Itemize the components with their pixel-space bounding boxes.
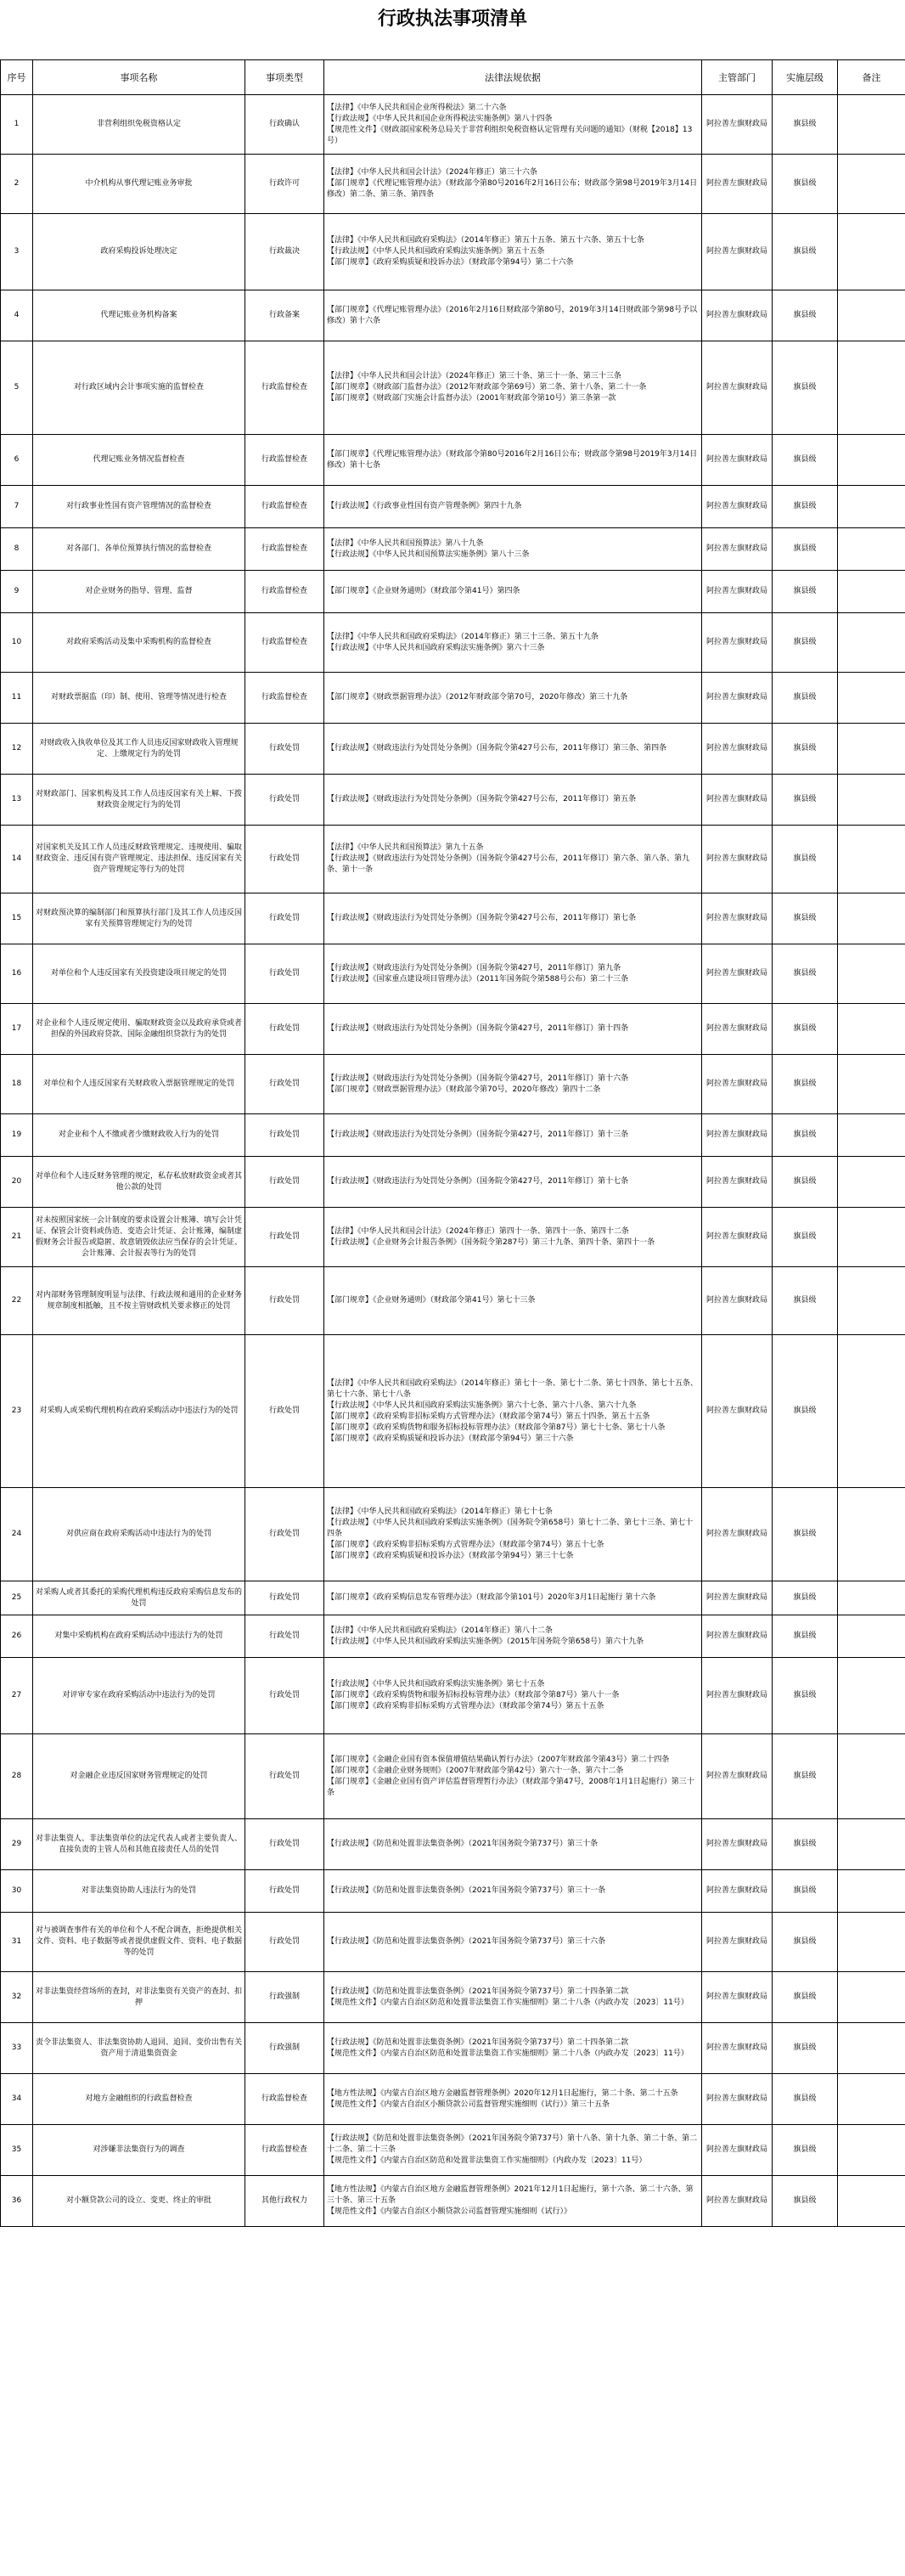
cell-type: 行政确认 [245, 95, 324, 155]
cell-type: 行政监督检查 [245, 673, 324, 724]
cell-no: 21 [1, 1208, 33, 1267]
cell-dept: 阿拉善左旗财政局 [702, 2176, 773, 2227]
cell-basis: 【法律】《中华人民共和国会计法》（2024年修正）第四十一条、第四十一条、第四十二条 【行政法规】《企业财务会计报告条例》（国务院令第287号）第三十九条、第四十条、第四十一条 [324, 1208, 702, 1267]
cell-dept: 阿拉善左旗财政局 [702, 2074, 773, 2125]
cell-remark [838, 1658, 905, 1734]
cell-no: 34 [1, 2074, 33, 2125]
cell-name: 对涉嫌非法集资行为的调查 [33, 2125, 245, 2176]
cell-dept: 阿拉善左旗财政局 [702, 2023, 773, 2074]
cell-remark [838, 1488, 905, 1581]
cell-type: 行政处罚 [245, 1913, 324, 1972]
cell-remark [838, 1157, 905, 1208]
cell-type: 行政处罚 [245, 1114, 324, 1157]
cell-remark [838, 341, 905, 435]
cell-name: 对未按照国家统一会计制度的要求设置会计账簿、填写会计凭证、保管会计资料或伪造、变造会计凭证、会计账簿，编制虚假财务会计报告或隐匿、故意销毁依法应当保存的会计凭证、会计账簿、会计报表等行为的处罚 [33, 1208, 245, 1267]
cell-dept: 阿拉善左旗财政局 [702, 1208, 773, 1267]
cell-remark [838, 826, 905, 893]
cell-name: 对采购人或者其委托的采购代理机构违反政府采购信息发布的处罚 [33, 1581, 245, 1615]
cell-basis: 【行政法规】《财政违法行为处罚处分条例》（国务院令第427号，2011年修订）第九条 【行政法规】《国家重点建设项目管理办法》（2011年国务院令第588号公布）第二十三条 [324, 944, 702, 1004]
table-row [1, 214, 905, 290]
table-row [1, 1658, 905, 1734]
cell-basis: 【行政法规】《财政违法行为处罚处分条例》（国务院令第427号，2011年修订）第十六条 【部门规章】《财政票据管理办法》（财政部令第70号，2020年修改）第四十二条 [324, 1055, 702, 1114]
cell-no: 27 [1, 1658, 33, 1734]
cell-dept: 阿拉善左旗财政局 [702, 893, 773, 944]
cell-no: 1 [1, 95, 33, 155]
cell-remark [838, 2074, 905, 2125]
cell-no: 11 [1, 673, 33, 724]
cell-name: 对评审专家在政府采购活动中违法行为的处罚 [33, 1658, 245, 1734]
table-row [1, 1488, 905, 1581]
cell-basis: 【法律】《中华人民共和国政府采购法》（2014年修正）第八十二条 【行政法规】《中华人民共和国政府采购法实施条例》（2015年国务院令第658号）第六十九条 [324, 1615, 702, 1658]
cell-no: 2 [1, 155, 33, 214]
cell-level: 旗县级 [773, 1734, 838, 1819]
cell-remark [838, 290, 905, 341]
cell-remark [838, 1004, 905, 1055]
cell-level: 旗县级 [773, 944, 838, 1004]
cell-name: 对采购人或采购代理机构在政府采购活动中违法行为的处罚 [33, 1335, 245, 1488]
table-row [1, 775, 905, 826]
cell-no: 3 [1, 214, 33, 290]
cell-type: 行政备案 [245, 290, 324, 341]
cell-dept: 阿拉善左旗财政局 [702, 1658, 773, 1734]
cell-level: 旗县级 [773, 1004, 838, 1055]
cell-dept: 阿拉善左旗财政局 [702, 613, 773, 673]
cell-name: 对企业和个人违反规定使用、骗取财政资金以及政府承贷或者担保的外国政府贷款、国际金融组织贷款行为的处罚 [33, 1004, 245, 1055]
cell-type: 行政处罚 [245, 893, 324, 944]
cell-dept: 阿拉善左旗财政局 [702, 1335, 773, 1488]
cell-remark [838, 1335, 905, 1488]
cell-level: 旗县级 [773, 1581, 838, 1615]
cell-dept: 阿拉善左旗财政局 [702, 155, 773, 214]
cell-level: 旗县级 [773, 214, 838, 290]
cell-level: 旗县级 [773, 775, 838, 826]
cell-remark [838, 2125, 905, 2176]
cell-dept: 阿拉善左旗财政局 [702, 1870, 773, 1913]
cell-level: 旗县级 [773, 528, 838, 571]
cell-level: 旗县级 [773, 1208, 838, 1267]
cell-remark [838, 1267, 905, 1335]
cell-type: 行政处罚 [245, 944, 324, 1004]
cell-level: 旗县级 [773, 826, 838, 893]
cell-type: 行政监督检查 [245, 613, 324, 673]
cell-name: 对非法集资人、非法集资单位的法定代表人或者主要负责人、直接负责的主管人员和其他直接责任人员的处罚 [33, 1819, 245, 1870]
cell-no: 8 [1, 528, 33, 571]
table-row [1, 944, 905, 1004]
cell-dept: 阿拉善左旗财政局 [702, 1819, 773, 1870]
cell-dept: 阿拉善左旗财政局 [702, 290, 773, 341]
cell-name: 责令非法集资人、非法集资协助人退回、追回、变价出售有关资产用于清退集资资金 [33, 2023, 245, 2074]
cell-type: 行政处罚 [245, 1658, 324, 1734]
cell-level: 旗县级 [773, 893, 838, 944]
cell-level: 旗县级 [773, 1972, 838, 2023]
cell-basis: 【法律】《中华人民共和国政府采购法》（2014年修正）第七十一条、第七十二条、第七十四条、第七十五条、第七十六条、第七十八条 【行政法规】《中华人民共和国政府采购法实施条例》第六十七条、第六十八条、第六十九条 【部门规章】《政府采购非招标采购方式管理办法》（财政部令第74号）第五十四条、第五十五条 【部门规章】《政府采购货物和服务招标投标管理办法》（财政部令第87号）第七十七条、第七十八条 【部门规章】《政府采购质疑和投诉办法》（财政部令第94号）第三十六条 [324, 1335, 702, 1488]
cell-type: 行政处罚 [245, 1055, 324, 1114]
cell-type: 行政处罚 [245, 1267, 324, 1335]
cell-level: 旗县级 [773, 2074, 838, 2125]
cell-level: 旗县级 [773, 1157, 838, 1208]
cell-type: 行政处罚 [245, 1870, 324, 1913]
cell-remark [838, 944, 905, 1004]
cell-name: 代理记账业务机构备案 [33, 290, 245, 341]
cell-no: 32 [1, 1972, 33, 2023]
cell-dept: 阿拉善左旗财政局 [702, 1581, 773, 1615]
cell-no: 29 [1, 1819, 33, 1870]
cell-no: 13 [1, 775, 33, 826]
cell-remark [838, 1734, 905, 1819]
cell-type: 行政监督检查 [245, 528, 324, 571]
cell-basis: 【法律】《中华人民共和国预算法》第九十五条 【行政法规】《财政违法行为处罚处分条例》（国务院令第427号公布，2011年修订）第六条、第八条、第九条、第十一条 [324, 826, 702, 893]
cell-level: 旗县级 [773, 1819, 838, 1870]
cell-basis: 【部门规章】《代理记账管理办法》（2016年2月16日财政部令第80号，2019年3月14日财政部令第98号予以修改）第十六条 [324, 290, 702, 341]
cell-remark [838, 724, 905, 775]
table-row [1, 1581, 905, 1615]
table-row [1, 155, 905, 214]
cell-remark [838, 893, 905, 944]
cell-basis: 【行政法规】《财政违法行为处罚处分条例》（国务院令第427号，2011年修订）第十四条 [324, 1004, 702, 1055]
cell-level: 旗县级 [773, 1335, 838, 1488]
cell-no: 31 [1, 1913, 33, 1972]
cell-name: 对财政票据监（印）制、使用、管理等情况进行检查 [33, 673, 245, 724]
cell-type: 行政处罚 [245, 1581, 324, 1615]
table-row [1, 1055, 905, 1114]
cell-level: 旗县级 [773, 341, 838, 435]
cell-name: 对企业和个人不缴或者少缴财政收入行为的处罚 [33, 1114, 245, 1157]
cell-type: 行政裁决 [245, 214, 324, 290]
table-row [1, 1972, 905, 2023]
cell-dept: 阿拉善左旗财政局 [702, 341, 773, 435]
cell-basis: 【地方性法规】《内蒙古自治区地方金融监督管理条例》2021年12月1日起施行，第十六条、第二十六条、第三十条、第三十五条 【规范性文件】《内蒙古自治区小额贷款公司监督管理实施细则（试行）》 [324, 2176, 702, 2227]
cell-basis: 【行政法规】《防范和处置非法集资条例》（2021年国务院令第737号）第二十四条第二款 【规范性文件】《内蒙古自治区防范和处置非法集资工作实施细则》第二十八条（内政办发〔2023〕11号） [324, 1972, 702, 2023]
header-dept: 主管部门 [702, 60, 773, 95]
cell-no: 30 [1, 1870, 33, 1913]
cell-remark [838, 613, 905, 673]
cell-basis: 【行政法规】《防范和处置非法集资条例》（2021年国务院令第737号）第二十四条第二款 【规范性文件】《内蒙古自治区防范和处置非法集资工作实施细则》第二十八条（内政办发〔2023〕11号） [324, 2023, 702, 2074]
cell-name: 对与被调查事件有关的单位和个人不配合调查，拒绝提供相关文件、资料、电子数据等或者提供虚假文件、资料、电子数据等的处罚 [33, 1913, 245, 1972]
header-level: 实施层级 [773, 60, 838, 95]
cell-type: 行政强制 [245, 2023, 324, 2074]
cell-type: 行政监督检查 [245, 571, 324, 613]
cell-name: 对国家机关及其工作人员违反财政管理规定、违规使用、骗取财政资金、违反国有资产管理规定、违法担保、违反国家有关资产管理规定等行为的处罚 [33, 826, 245, 893]
cell-level: 旗县级 [773, 1055, 838, 1114]
cell-remark [838, 528, 905, 571]
enforcement-table [0, 59, 905, 2227]
cell-remark [838, 571, 905, 613]
cell-level: 旗县级 [773, 1658, 838, 1734]
cell-name: 对非法集资协助人违法行为的处罚 [33, 1870, 245, 1913]
cell-dept: 阿拉善左旗财政局 [702, 826, 773, 893]
cell-name: 政府采购投诉处理决定 [33, 214, 245, 290]
cell-basis: 【部门规章】《金融企业国有资本保值增值结果确认暂行办法》（2007年财政部令第43号）第二十四条 【部门规章】《金融企业财务规则》（2007年财政部令第42号）第六十一条、第六十二条 【部门规章】《金融企业国有资产评估监督管理暂行办法》（财政部令第47号，2008年1月1日起施行）第三十条 [324, 1734, 702, 1819]
cell-name: 对地方金融组织的行政监督检查 [33, 2074, 245, 2125]
cell-type: 行政处罚 [245, 1004, 324, 1055]
cell-type: 行政处罚 [245, 1488, 324, 1581]
cell-dept: 阿拉善左旗财政局 [702, 1913, 773, 1972]
cell-no: 17 [1, 1004, 33, 1055]
table-row [1, 1335, 905, 1488]
cell-name: 对财政部门、国家机构及其工作人员违反国家有关上解、下拨财政资金规定行为的处罚 [33, 775, 245, 826]
cell-type: 行政处罚 [245, 1208, 324, 1267]
cell-type: 行政监督检查 [245, 2125, 324, 2176]
cell-type: 行政监督检查 [245, 2074, 324, 2125]
cell-dept: 阿拉善左旗财政局 [702, 571, 773, 613]
cell-type: 行政处罚 [245, 1335, 324, 1488]
cell-remark [838, 435, 905, 486]
cell-no: 26 [1, 1615, 33, 1658]
cell-no: 15 [1, 893, 33, 944]
cell-basis: 【部门规章】《财政票据管理办法》（2012年财政部令第70号，2020年修改）第三十九条 [324, 673, 702, 724]
table-row [1, 2125, 905, 2176]
cell-basis: 【行政法规】《财政违法行为处罚处分条例》（国务院令第427号，2011年修订）第十七条 [324, 1157, 702, 1208]
table-row [1, 2023, 905, 2074]
cell-basis: 【行政法规】《防范和处置非法集资条例》（2021年国务院令第737号）第三十六条 [324, 1913, 702, 1972]
cell-level: 旗县级 [773, 673, 838, 724]
cell-type: 行政许可 [245, 155, 324, 214]
header-no: 序号 [1, 60, 33, 95]
cell-no: 24 [1, 1488, 33, 1581]
cell-remark [838, 1972, 905, 2023]
table-row [1, 1157, 905, 1208]
cell-name: 中介机构从事代理记账业务审批 [33, 155, 245, 214]
cell-name: 对小额贷款公司的设立、变更、终止的审批 [33, 2176, 245, 2227]
cell-no: 7 [1, 486, 33, 528]
cell-remark [838, 673, 905, 724]
cell-name: 对财政收入执收单位及其工作人员违反国家财政收入管理规定、上缴规定行为的处罚 [33, 724, 245, 775]
cell-basis: 【行政法规】《财政违法行为处罚处分条例》（国务院令第427号公布，2011年修订）第七条 [324, 893, 702, 944]
cell-basis: 【地方性法规】《内蒙古自治区地方金融监督管理条例》2020年12月1日起施行，第二十条、第二十五条 【规范性文件】《内蒙古自治区小额贷款公司监督管理实施细则（试行）》第三十五条 [324, 2074, 702, 2125]
cell-level: 旗县级 [773, 1114, 838, 1157]
table-row [1, 724, 905, 775]
cell-type: 行政监督检查 [245, 486, 324, 528]
table-row [1, 673, 905, 724]
cell-name: 非营利组织免税资格认定 [33, 95, 245, 155]
cell-no: 10 [1, 613, 33, 673]
cell-basis: 【行政法规】《中华人民共和国政府采购法实施条例》第七十五条 【部门规章】《政府采购货物和服务招标投标管理办法》（财政部令第87号）第八十一条 【部门规章】《政府采购非招标采购方式管理办法》（财政部令第74号）第五十五条 [324, 1658, 702, 1734]
cell-remark [838, 1581, 905, 1615]
header-remark: 备注 [838, 60, 905, 95]
cell-type: 行政处罚 [245, 826, 324, 893]
cell-level: 旗县级 [773, 2176, 838, 2227]
cell-no: 14 [1, 826, 33, 893]
table-header-row [1, 60, 905, 95]
table-row [1, 1114, 905, 1157]
cell-level: 旗县级 [773, 613, 838, 673]
cell-remark [838, 95, 905, 155]
cell-name: 对财政预决算的编制部门和预算执行部门及其工作人员违反国家有关预算管理规定行为的处罚 [33, 893, 245, 944]
cell-basis: 【行政法规】《防范和处置非法集资条例》（2021年国务院令第737号）第十八条、第十九条、第二十条、第二十二条、第二十三条 【规范性文件】《内蒙古自治区防范和处置非法集资工作实施细则》（内政办发〔2023〕11号） [324, 2125, 702, 2176]
cell-basis: 【行政法规】《财政违法行为处罚处分条例》（国务院令第427号公布，2011年修订）第三条、第四条 [324, 724, 702, 775]
cell-remark [838, 1615, 905, 1658]
table-row [1, 826, 905, 893]
cell-name: 对单位和个人违反国家有关财政收入票据管理规定的处罚 [33, 1055, 245, 1114]
table-row [1, 95, 905, 155]
cell-name: 对供应商在政府采购活动中违法行为的处罚 [33, 1488, 245, 1581]
table-row [1, 290, 905, 341]
cell-no: 19 [1, 1114, 33, 1157]
cell-dept: 阿拉善左旗财政局 [702, 486, 773, 528]
table-row [1, 1004, 905, 1055]
cell-basis: 【行政法规】《防范和处置非法集资条例》（2021年国务院令第737号）第三十条 [324, 1819, 702, 1870]
cell-dept: 阿拉善左旗财政局 [702, 724, 773, 775]
cell-remark [838, 1208, 905, 1267]
cell-basis: 【法律】《中华人民共和国政府采购法》（2014年修正）第七十七条 【行政法规】《中华人民共和国政府采购法实施条例》（国务院令第658号）第七十二条、第七十三条、第七十四条 【部门规章】《政府采购非招标采购方式管理办法》（财政部令第74号）第五十七条 【部门规章】《政府采购质疑和投诉办法》（财政部令第94号）第三十七条 [324, 1488, 702, 1581]
table-row [1, 893, 905, 944]
cell-dept: 阿拉善左旗财政局 [702, 1157, 773, 1208]
cell-level: 旗县级 [773, 95, 838, 155]
cell-basis: 【法律】《中华人民共和国企业所得税法》第二十六条 【行政法规】《中华人民共和国企业所得税法实施条例》第八十四条 【规范性文件】《财政部国家税务总局关于非营利组织免税资格认定管理有关问题的通知》（财税【2018】13号） [324, 95, 702, 155]
cell-name: 对集中采购机构在政府采购活动中违法行为的处罚 [33, 1615, 245, 1658]
cell-name: 对企业财务的指导、管理、监督 [33, 571, 245, 613]
table-row [1, 2176, 905, 2227]
table-row [1, 1913, 905, 1972]
cell-remark [838, 1870, 905, 1913]
cell-dept: 阿拉善左旗财政局 [702, 2125, 773, 2176]
table-row [1, 486, 905, 528]
cell-no: 25 [1, 1581, 33, 1615]
cell-type: 行政处罚 [245, 1615, 324, 1658]
cell-basis: 【行政法规】《行政事业性国有资产管理条例》第四十九条 [324, 486, 702, 528]
cell-basis: 【法律】《中华人民共和国政府采购法》（2014年修正）第五十五条、第五十六条、第五十七条 【行政法规】《中华人民共和国政府采购法实施条例》第五十五条 【部门规章】《政府采购质疑和投诉办法》（财政部令第94号）第二十六条 [324, 214, 702, 290]
cell-name: 对各部门、各单位预算执行情况的监督检查 [33, 528, 245, 571]
cell-no: 18 [1, 1055, 33, 1114]
table-row [1, 1615, 905, 1658]
cell-remark [838, 1913, 905, 1972]
cell-basis: 【行政法规】《财政违法行为处罚处分条例》（国务院令第427号公布，2011年修订）第五条 [324, 775, 702, 826]
cell-basis: 【法律】《中华人民共和国预算法》第八十九条 【行政法规】《中华人民共和国预算法实施条例》第八十三条 [324, 528, 702, 571]
header-basis: 法律法规依据 [324, 60, 702, 95]
cell-name: 对单位和个人违反国家有关投资建设项目规定的处罚 [33, 944, 245, 1004]
cell-basis: 【行政法规】《财政违法行为处罚处分条例》（国务院令第427号，2011年修订）第十三条 [324, 1114, 702, 1157]
cell-dept: 阿拉善左旗财政局 [702, 1114, 773, 1157]
cell-name: 对内部财务管理制度明显与法律、行政法规和通用的企业财务规章制度相抵触，且不按主管财政机关要求修正的处罚 [33, 1267, 245, 1335]
cell-dept: 阿拉善左旗财政局 [702, 435, 773, 486]
cell-no: 22 [1, 1267, 33, 1335]
cell-remark [838, 214, 905, 290]
cell-type: 行政监督检查 [245, 435, 324, 486]
cell-basis: 【法律】《中华人民共和国政府采购法》（2014年修正）第三十三条、第五十九条 【行政法规】《中华人民共和国政府采购法实施条例》第六十三条 [324, 613, 702, 673]
cell-no: 12 [1, 724, 33, 775]
cell-dept: 阿拉善左旗财政局 [702, 1488, 773, 1581]
cell-name: 代理记账业务情况监督检查 [33, 435, 245, 486]
cell-type: 行政处罚 [245, 775, 324, 826]
cell-name: 对行政事业性国有资产管理情况的监督检查 [33, 486, 245, 528]
cell-basis: 【法律】《中华人民共和国会计法》（2024年修正）第三十六条 【部门规章】《代理记账管理办法》（财政部令第80号2016年2月16日公布；财政部令第98号2019年3月14日修改）第二条、第三条、第四条 [324, 155, 702, 214]
cell-no: 20 [1, 1157, 33, 1208]
page-title: 行政执法事项清单 [377, 7, 527, 30]
cell-basis: 【部门规章】《代理记账管理办法》（财政部令第80号2016年2月16日公布；财政部令第98号2019年3月14日修改）第十七条 [324, 435, 702, 486]
cell-dept: 阿拉善左旗财政局 [702, 775, 773, 826]
cell-basis: 【部门规章】《企业财务通则》（财政部令第41号）第四条 [324, 571, 702, 613]
cell-level: 旗县级 [773, 435, 838, 486]
cell-remark [838, 1114, 905, 1157]
table-row [1, 528, 905, 571]
cell-name: 对非法集资经营场所的查封，对非法集资有关资产的查封、扣押 [33, 1972, 245, 2023]
cell-name: 对政府采购活动及集中采购机构的监督检查 [33, 613, 245, 673]
table-row [1, 2074, 905, 2125]
cell-no: 4 [1, 290, 33, 341]
cell-no: 36 [1, 2176, 33, 2227]
cell-level: 旗县级 [773, 1913, 838, 1972]
table-row [1, 341, 905, 435]
cell-basis: 【法律】《中华人民共和国会计法》（2024年修正）第三十条、第三十一条、第三十三条 【部门规章】《财政部门监督办法》（2012年财政部令第69号）第二条、第十八条、第二十一条 【部门规章】《财政部门实施会计监督办法》（2001年财政部令第10号）第三条第一款 [324, 341, 702, 435]
cell-remark [838, 2023, 905, 2074]
cell-type: 行政处罚 [245, 1157, 324, 1208]
cell-level: 旗县级 [773, 155, 838, 214]
table-row [1, 571, 905, 613]
cell-name: 对行政区域内会计事项实施的监督检查 [33, 341, 245, 435]
cell-level: 旗县级 [773, 1615, 838, 1658]
cell-dept: 阿拉善左旗财政局 [702, 1615, 773, 1658]
table-row [1, 1734, 905, 1819]
cell-dept: 阿拉善左旗财政局 [702, 95, 773, 155]
table-row [1, 435, 905, 486]
cell-level: 旗县级 [773, 1870, 838, 1913]
cell-name: 对金融企业违反国家财务管理规定的处罚 [33, 1734, 245, 1819]
cell-dept: 阿拉善左旗财政局 [702, 1972, 773, 2023]
header-type: 事项类型 [245, 60, 324, 95]
cell-level: 旗县级 [773, 571, 838, 613]
table-row [1, 1208, 905, 1267]
cell-remark [838, 486, 905, 528]
table-row [1, 1267, 905, 1335]
cell-level: 旗县级 [773, 1488, 838, 1581]
cell-dept: 阿拉善左旗财政局 [702, 1055, 773, 1114]
cell-dept: 阿拉善左旗财政局 [702, 1004, 773, 1055]
cell-basis: 【部门规章】《政府采购信息发布管理办法》（财政部令第101号）2020年3月1日起施行 第十六条 [324, 1581, 702, 1615]
cell-level: 旗县级 [773, 486, 838, 528]
cell-no: 5 [1, 341, 33, 435]
cell-basis: 【部门规章】《企业财务通则》（财政部令第41号）第七十三条 [324, 1267, 702, 1335]
cell-no: 9 [1, 571, 33, 613]
cell-type: 其他行政权力 [245, 2176, 324, 2227]
cell-remark [838, 155, 905, 214]
cell-no: 28 [1, 1734, 33, 1819]
cell-dept: 阿拉善左旗财政局 [702, 528, 773, 571]
cell-level: 旗县级 [773, 290, 838, 341]
table-row [1, 613, 905, 673]
cell-type: 行政强制 [245, 1972, 324, 2023]
cell-type: 行政处罚 [245, 1734, 324, 1819]
cell-no: 35 [1, 2125, 33, 2176]
cell-basis: 【行政法规】《防范和处置非法集资条例》（2021年国务院令第737号）第三十一条 [324, 1870, 702, 1913]
cell-type: 行政处罚 [245, 1819, 324, 1870]
cell-no: 16 [1, 944, 33, 1004]
cell-type: 行政监督检查 [245, 341, 324, 435]
cell-dept: 阿拉善左旗财政局 [702, 1267, 773, 1335]
cell-level: 旗县级 [773, 1267, 838, 1335]
cell-dept: 阿拉善左旗财政局 [702, 1734, 773, 1819]
cell-level: 旗县级 [773, 2125, 838, 2176]
cell-no: 23 [1, 1335, 33, 1488]
table-row [1, 1819, 905, 1870]
cell-level: 旗县级 [773, 724, 838, 775]
cell-type: 行政处罚 [245, 724, 324, 775]
cell-level: 旗县级 [773, 2023, 838, 2074]
cell-remark [838, 775, 905, 826]
cell-dept: 阿拉善左旗财政局 [702, 214, 773, 290]
cell-no: 33 [1, 2023, 33, 2074]
cell-dept: 阿拉善左旗财政局 [702, 673, 773, 724]
cell-dept: 阿拉善左旗财政局 [702, 944, 773, 1004]
cell-remark [838, 1819, 905, 1870]
cell-no: 6 [1, 435, 33, 486]
cell-remark [838, 2176, 905, 2227]
table-row [1, 1870, 905, 1913]
header-name: 事项名称 [33, 60, 245, 95]
cell-remark [838, 1055, 905, 1114]
cell-name: 对单位和个人违反财务管理的规定，私存私放财政资金或者其他公款的处罚 [33, 1157, 245, 1208]
